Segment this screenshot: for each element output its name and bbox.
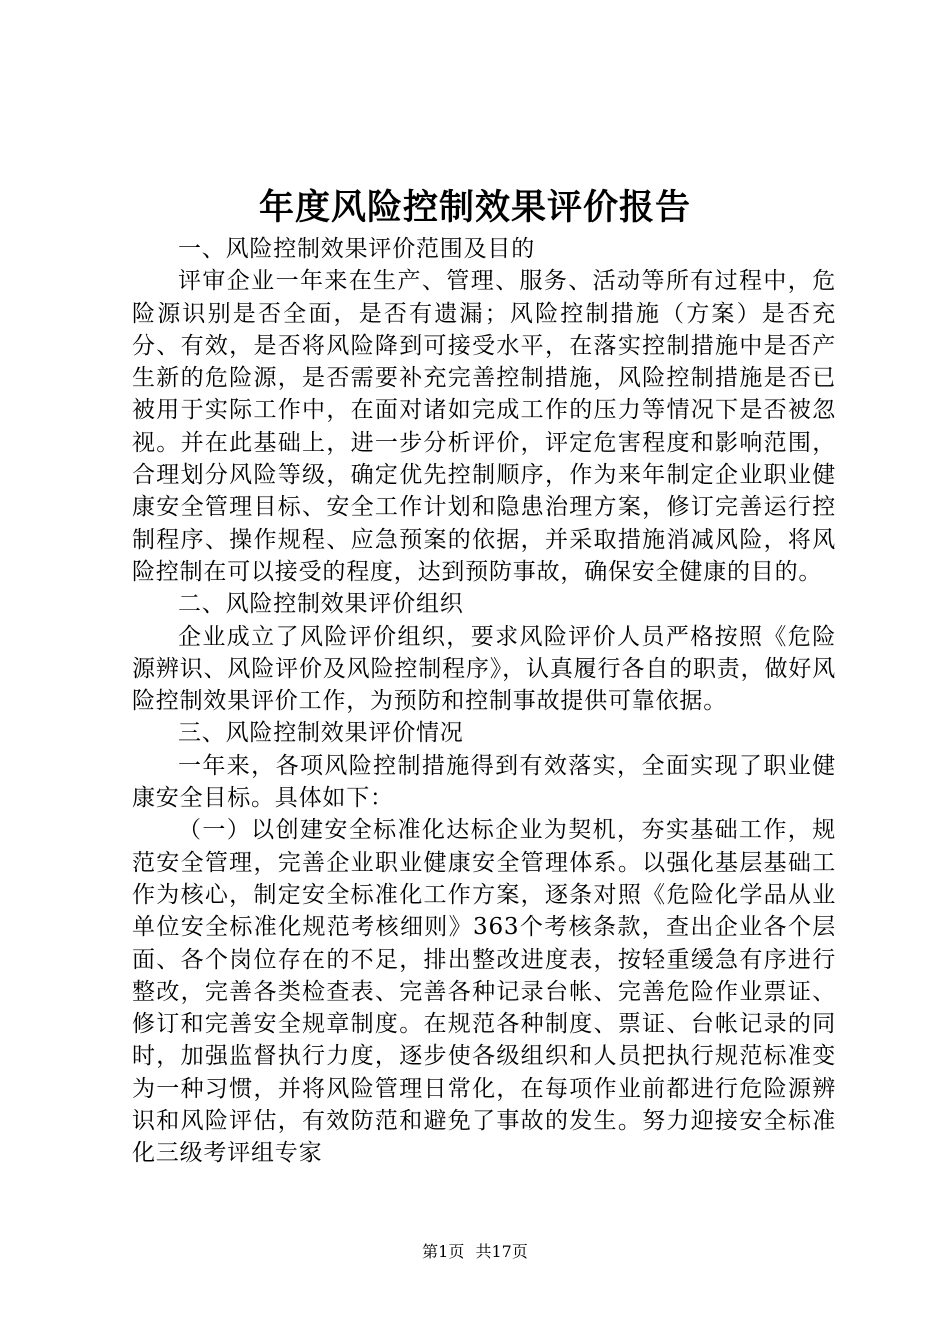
document-body: [132, 233, 836, 1170]
page-footer: [0, 1240, 950, 1264]
section-1-paragraph-1: 评审企业一年来在生产、管理、服务、活动等所有过程中，危险源识别是否全面，是否有遗漏；风险控制措施（方案）是否充分、有效，是否将风险降到可接受水平，在落实控制措施中是否产生新的危险源，是否需要补充完善控制措施，风险控制措施是否已被用于实际工作中，在面对诸如完成工作的压力等情况下是否被忽视。并在此基础上，进一步分析评价，评定危害程度和影响范围，合理划分风险等级，确定优先控制顺序，作为来年制定企业职业健康安全管理目标、安全工作计划和隐患治理方案，修订完善运行控制程序、操作规程、应急预案的依据，并采取措施消减风险，将风险控制在可以接受的程度，达到预防事故，确保安全健康的目的。: [132, 268, 836, 585]
section-heading-1: 一、风险控制效果评价范围及目的: [178, 236, 535, 262]
page-total: 共17页: [475, 1242, 528, 1261]
page-number: 第1页: [422, 1242, 465, 1261]
section-3-paragraph-1: 一年来，各项风险控制措施得到有效落实，全面实现了职业健康安全目标。具体如下：: [132, 752, 836, 812]
section-3-paragraph-2: （一）以创建安全标准化达标企业为契机，夯实基础工作，规范安全管理，完善企业职业健康安全管理体系。以强化基层基础工作为核心，制定安全标准化工作方案，逐条对照《危险化学品从业单位安全标准化规范考核细则》363个考核条款，查出企业各个层面、各个岗位存在的不足，排出整改进度表，按轻重缓急有序进行整改，完善各类检查表、完善各种记录台帐、完善危险作业票证、修订和完善安全规章制度。在规范各种制度、票证、台帐记录的同时，加强监督执行力度，逐步使各级组织和人员把执行规范标准变为一种习惯，并将风险管理日常化，在每项作业前都进行危险源辨识和风险评估，有效防范和避免了事故的发生。努力迎接安全标准化三级考评组专家: [132, 817, 836, 1167]
document-title: 年度风险控制效果评价报告: [258, 187, 691, 228]
section-heading-3: 三、风险控制效果评价情况: [178, 720, 464, 747]
section-2-paragraph-1: 企业成立了风险评价组织，要求风险评价人员严格按照《危险源辨识、风险评价及风险控制程序》，认真履行各自的职责，做好风险控制效果评价工作，为预防和控制事故提供可靠依据。: [132, 623, 836, 715]
section-heading-2: 二、风险控制效果评价组织: [178, 591, 464, 618]
